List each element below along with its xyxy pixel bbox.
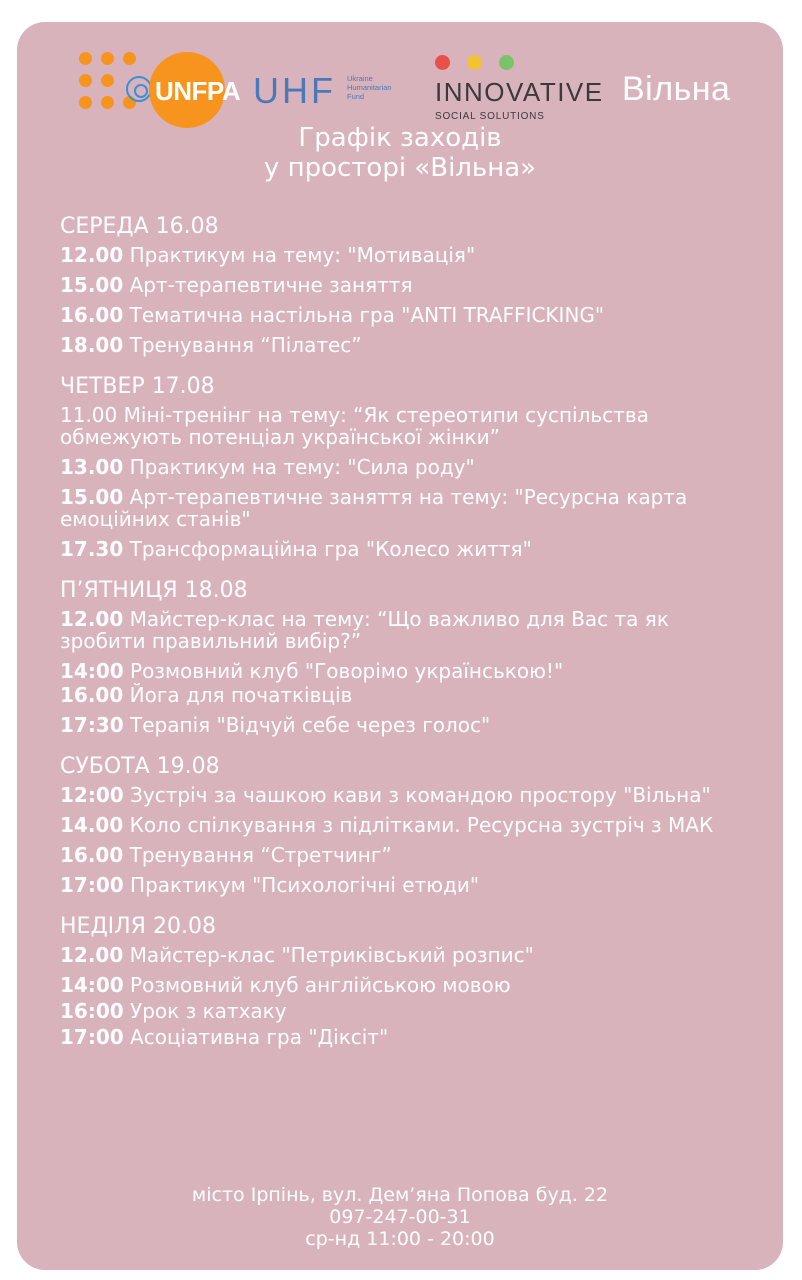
uhf-logo-text: UHF <box>253 70 336 111</box>
event-item <box>60 486 760 530</box>
event-title: Тренування “Стретчинг” <box>129 843 392 867</box>
iss-yellow-dot <box>467 55 482 70</box>
event-time: 17:00 <box>60 873 124 897</box>
schedule-card <box>17 22 783 1270</box>
uhf-sub-line: Fund <box>347 92 365 101</box>
event-item <box>60 1026 760 1048</box>
day-heading <box>60 912 760 942</box>
event-item <box>60 944 760 966</box>
day-name: СЕРЕДА <box>60 214 149 239</box>
day-heading <box>60 752 760 782</box>
event-time: 16.00 <box>60 303 124 327</box>
event-title: Майстер-клас на тему: “Що важливо для Вас та як зробити правильний вибір?” <box>60 607 669 653</box>
day-date: 18.08 <box>184 578 248 603</box>
innovative-logo-subtitle: SOCIAL SOLUTIONS <box>435 111 545 122</box>
day-date: 19.08 <box>156 754 220 779</box>
day-name: П’ЯТНИЦЯ <box>60 578 178 603</box>
day-block <box>60 372 760 560</box>
schedule-list <box>60 212 760 1064</box>
event-item <box>60 660 760 682</box>
event-title: Міні-тренінг на тему: “Як стереотипи суспільства обмежують потенціал української жінки” <box>60 403 649 449</box>
event-time: 17.30 <box>60 537 124 561</box>
day-name: СУБОТА <box>60 754 150 779</box>
day-block <box>60 912 760 1048</box>
page-title-line1: Графік заходів <box>298 123 502 153</box>
event-title: Асоціативна гра "Діксіт" <box>130 1025 389 1049</box>
event-title: Розмовний клуб "Говорімо українською!" <box>130 659 564 683</box>
uhf-sub-line: Ukraine <box>347 74 373 83</box>
event-title: Йога для початківців <box>129 683 353 707</box>
unfpa-logo-text: UNFPA <box>155 76 241 106</box>
event-item <box>60 784 760 806</box>
event-time: 11.00 <box>60 403 118 427</box>
event-title: Терапія "Відчуй себе через голос" <box>130 713 491 737</box>
event-time: 13.00 <box>60 455 124 479</box>
event-title: Арт-терапевтичне заняття на тему: "Ресурсна карта емоційних станів" <box>60 485 688 531</box>
event-item <box>60 304 760 326</box>
event-time: 16.00 <box>60 683 124 707</box>
event-title: Урок з катхаку <box>130 999 287 1023</box>
event-item <box>60 404 760 448</box>
day-block <box>60 752 760 896</box>
event-item <box>60 974 760 996</box>
page-title-line2: у просторі «Вільна» <box>263 153 537 183</box>
event-time: 14.00 <box>60 813 124 837</box>
partner-logos <box>17 22 783 132</box>
day-heading <box>60 212 760 242</box>
event-item <box>60 874 760 896</box>
event-title: Розмовний клуб англійською мовою <box>130 973 511 997</box>
event-time: 15.00 <box>60 273 124 297</box>
day-name: ЧЕТВЕР <box>60 374 145 399</box>
event-time: 17:00 <box>60 1025 124 1049</box>
event-time: 16:00 <box>60 999 124 1023</box>
event-title: Трансформаційна гра "Колесо життя" <box>129 537 532 561</box>
day-date: 17.08 <box>151 374 215 399</box>
event-title: Арт-терапевтичне заняття <box>129 273 413 297</box>
event-time: 17:30 <box>60 713 124 737</box>
event-time: 12:00 <box>60 783 124 807</box>
event-item <box>60 684 760 706</box>
event-title: Практикум "Психологічні етюди" <box>130 873 480 897</box>
event-item <box>60 274 760 296</box>
footer-contacts <box>17 1184 783 1250</box>
event-item <box>60 456 760 478</box>
uhf-sub-line: Humanitarian <box>347 83 392 92</box>
iss-red-dot <box>435 55 450 70</box>
event-time: 14:00 <box>60 659 124 683</box>
event-item <box>60 714 760 736</box>
event-time: 15.00 <box>60 485 124 509</box>
vilna-logo: Вільна <box>622 70 731 108</box>
event-title: Практикум на тему: "Мотивація" <box>129 243 476 267</box>
footer-address: місто Ірпінь, вул. Дем’яна Попова буд. 22 <box>191 1184 609 1206</box>
innovative-logo-text: INNOVATIVE <box>435 77 604 107</box>
day-date: 16.08 <box>155 214 219 239</box>
uhf-logo-subtitle <box>347 74 417 101</box>
day-block <box>60 576 760 736</box>
event-item <box>60 538 760 560</box>
footer-phone: 097-247-00-31 <box>329 1206 471 1228</box>
event-item <box>60 1000 760 1022</box>
day-heading <box>60 576 760 606</box>
event-title: Практикум на тему: "Сила роду" <box>129 455 475 479</box>
footer-hours: ср-нд 11:00 - 20:00 <box>305 1228 495 1250</box>
event-time: 16.00 <box>60 843 124 867</box>
event-title: Зустріч за чашкою кави з командою простору "Вільна" <box>130 783 711 807</box>
event-time: 14:00 <box>60 973 124 997</box>
event-time: 18.00 <box>60 333 124 357</box>
event-item <box>60 814 760 836</box>
event-item <box>60 244 760 266</box>
iss-green-dot <box>499 55 514 70</box>
day-heading <box>60 372 760 402</box>
event-title: Тренування “Пілатес” <box>129 333 362 357</box>
event-time: 12.00 <box>60 243 124 267</box>
day-block <box>60 212 760 356</box>
event-item <box>60 844 760 866</box>
event-time: 12.00 <box>60 607 124 631</box>
event-title: Тематична настільна гра "ANTI TRAFFICKING" <box>129 303 605 327</box>
event-item <box>60 334 760 356</box>
event-title: Майстер-клас "Петриківський розпис" <box>129 943 534 967</box>
event-time: 12.00 <box>60 943 124 967</box>
event-title: Коло спілкування з підлітками. Ресурсна зустріч з МАК <box>129 813 714 837</box>
day-date: 20.08 <box>152 914 216 939</box>
event-item <box>60 608 760 652</box>
day-name: НЕДІЛЯ <box>60 914 146 939</box>
